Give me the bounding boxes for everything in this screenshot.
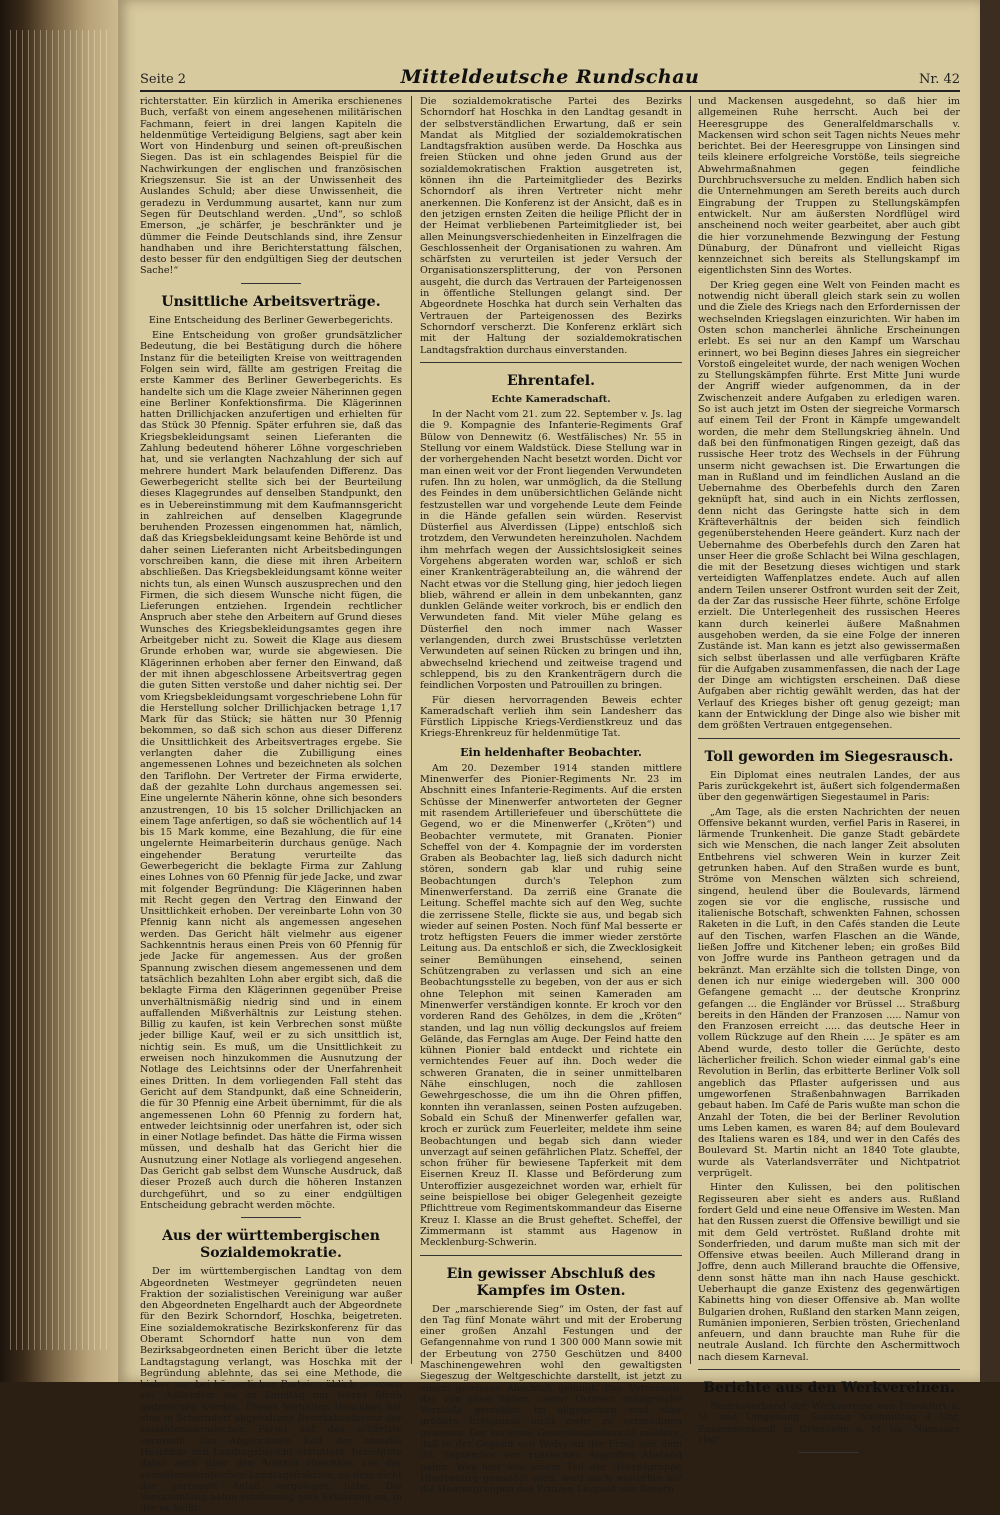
article-paragraph: Eine Entscheidung von großer grundsätzlicher Bedeutung, die bei Bestätigung durch die höhere Instanz für die beteiligten Kreise von weittragenden Folgen sein wird, fällte am gestrigen Freitag die erste Kammer des Berliner Gewerbegerichts. Es handelte sich um die Klage zweier Näherinnen gegen eine Berliner Konfektionsfirma. Die Klägerinnen hatten Drillichjacken anzufertigen und erhielten für das Stück 30 Pfennig. Später erfuhren sie, daß das Kriegsbekleidungsamt seinen Lieferanten die Zahlung bedeutend höherer Löhne vorgeschrieben hat, und sie verlangten Nachzahlung der sich auf mehrere hundert Mark belaufenden Differenz. Das Gewerbegericht stellte sich bei der Beurteilung dieses Klagegrundes auf denselben Standpunkt, den es in Uebereinstimmung mit dem Kaufmannsgericht in zahlreichen auf denselben Klagegrunde beruhenden Prozessen eingenommen hat, nämlich, daß das Kriegsbekleidungsamt keine Behörde ist und daher seinen Lieferanten nicht Arbeitsbedingungen vorschreiben kann, die diese mit ihren Arbeitern abschließen. Das Kriegsbekleidungsamt könne weiter nichts tun, als einen Wunsch auszusprechen und den Firmen, die sich diesem Wunsche nicht fügen, die Lieferungen entziehen. Irgendein rechtlicher Anspruch aber stehe den Arbeitern auf Grund dieses Wunsches des Kriegsbekleidungsamtes gegen ihre Arbeitgeber nicht zu. Soweit die Klage aus diesem Grunde erhoben war, wurde sie abgewiesen. Die Klägerinnen erhoben aber ferner den Einwand, daß der mit ihnen abgeschlossene Arbeitsvertrag gegen die guten Sitten verstoße und daher nichtig sei. Der vom Kriegsbekleidungsamt vorgeschriebene Lohn für die Herstellung solcher Drillichjacken betrage 1,17 Mark für das Stück; sie hätten nur 30 Pfennig bekommen, so daß sich schon aus dieser Differenz die Unsittlichkeit des Arbeitsvertrages ergebe. Sie verlangten daher die Zubilligung eines angemessenen Lohnes und bezeichneten als solchen den Tariflohn. Der Vertreter der Firma erwiderte, daß der gezahlte Lohn durchaus angemessen sei. Eine ungelernte Näherin könne, ohne sich besonders anzustrengen, 10 bis 15 solcher Drillichjacken an einem Tage anfertigen, so daß sie wöchentlich auf 14 bis 15 Mark komme, eine Bezahlung, die für eine ungelernte Heimarbeiterin durchaus genüge. Nach eingehender Beratung verurteilte das Gewerbegericht die beklagte Firma zur Zahlung eines Lohnes von 60 Pfennig für jede Jacke, und zwar mit folgender Begründung: Die Klägerinnen haben mit Recht gegen den Vertrag den Einwand der Unsittlichkeit erhoben. Der vereinbarte Lohn von 30 Pfennig kann nicht als angemessen angesehen werden. Das Gericht hält vielmehr aus eigener Sachkenntnis heraus einen Preis von 60 Pfennig für jede Jacke für angemessen. Aus der großen Spannung zwischen diesem angemessenen und dem tatsächlich bezahlten Lohn aber ergibt sich, daß die beklagte Firma den Klägerinnen gegenüber Preise unverhältnismäßig niedrig sind und in einem auffallenden Mißverhältnis zur Leistung stehen. Billig zu kaufen, ist kein Verbrechen sonst müßte jeder billige Kauf, weil er zu sich unsittlich ist, nichtig sein. Es muß, um die Unsittlichkeit zu erweisen noch hinzukommen die Ausnutzung der Notlage des Leichtsinns oder der Unerfahrenheit eines Dritten. In dem vorliegenden Fall steht das Gericht auf dem Standpunkt, daß eine Schneiderin, die für 30 Pfennig eine Arbeit übernimmt, für die als angemessenen Lohn 60 Pfennig zu fordern hat, entweder leichtsinnig oder unerfahren ist, oder sich in einer Notlage befindet. Das hätte die Firma wissen müssen, und deshalb hat das Gericht hier die Ausnutzung einer Notlage als vorliegend angesehen. Das Gericht gab selbst dem Wunsche Ausdruck, daß dieser Prozeß auch durch die höheren Instanzen durchgeführt, und so zu einer endgültigen Entscheidung gebracht werden möchte. [140,330,402,1211]
newspaper-page [118,0,980,1515]
separator [698,1369,960,1370]
separator [241,283,301,284]
article-paragraph: Für diesen hervorragenden Beweis echter Kameradschaft verlieh ihm sein Landesherr das Fürstlich Lippische Kriegs-Verdienstkreuz und das Kriegs-Ehrenkreuz für heldenmütige Tat. [420,694,682,740]
separator [698,738,960,739]
separator [799,1452,859,1453]
book-spine [0,0,118,1382]
headline-ehrentafel: Ehrentafel. [507,372,595,389]
column-1 [140,96,402,1515]
column-divider [411,96,412,1364]
article-paragraph: Am 20. Dezember 1914 standen mittlere Minenwerfer des Pionier-Regiments Nr. 23 im Abschnitt eines Infanterie-Regiments. Auf die ersten Schüsse der Minenwerfer antworteten der Gegner mit rasendem Artilleriefeuer und überschüttete die Gegend, wo er die Minenwerfer („Kröten“) und Beobachter vermutete, mit Granaten. Pionier Scheffel von der 4. Kompagnie der im vordersten Graben als Beobachter lag, ließ sich dadurch nicht stören, sondern gab klar und ruhig seine Beobachtungen durch's Telephon zum Minenwerferstand. Da zerriß eine Granate die Leitung. Scheffel machte sich auf den Weg, suchte die zerrissene Stelle, flickte sie aus, und begab sich wieder auf seinen Posten. Noch fünf Mal besserte er trotz heftigsten Feuers die immer wieder zerstörte Leitung aus. Da entschloß er sich, die Zwecklosigkeit seiner Bemühungen einsehend, seinen Schützengraben zu verlassen und sich an eine Beobachtungsstelle zu begeben, von der aus er sich ohne Telephon mit seinen Kameraden am Minenwerfer verständigen konnte. Er kroch vor den vorderen Rand des Gehölzes, in dem die „Kröten“ standen, und lag nun völlig deckungslos auf freiem Gelände, das Fernglas am Auge. Der Feind hatte den kühnen Pionier bald entdeckt und richtete ein vernichtendes Feuer auf ihn. Doch weder die schweren Granaten, die in seiner unmittelbaren Nähe einschlugen, noch die zahllosen Gewehrgeschosse, die um ihn die Ohren pfiffen, konnten ihn veranlassen, seinen Posten aufzugeben. Sobald ein Schuß der Minenwerfer gefallen war, kroch er zurück zum Feuerleiter, meldete ihm seine Beobachtungen und begab sich dann wieder unverzagt auf seinen gefährlichen Platz. Scheffel, der schon früher für bewiesene Tapferkeit mit dem Eisernen Kreuz II. Klasse und Beförderung zum Unteroffizier ausgezeichnet worden war, erhielt für seine beispiellose bei obiger Gelegenheit gezeigte Pflichttreue vom Regimentskommandeur das Eiserne Kreuz I. Klasse an die Brust geheftet. Scheffel, der Zimmermann ist stammt aus Hagenow in Mecklenburg-Schwerin. [420,762,682,1249]
column-2 [420,96,682,1496]
subheadline: Echte Kameradschaft. [491,393,611,405]
article-paragraph: Bezirksverband der Werkvereine von Frankfurt a. M. und Umgebung. Sonntag Nachmittag 4 Uhr, Zusammenkunft in Griesheim a. M. im „Nassauer Hof“. [698,1401,960,1446]
article-continuation: Die sozialdemokratische Partei des Bezirks Schorndorf hat Hoschka in den Landtag gesandt in der selbstverständlichen Erwartung, daß er sein Mandat als Mitglied der sozialdemokratischen Landtagsfraktion ausüben werde. Da Hoschka aus freien Stücken und ohne jeden Grund aus der sozialdemokratischen Fraktion ausgetreten ist, können ihn die Parteimitglieder des Bezirks Schorndorf als ihren Vertreter nicht mehr anerkennen. Die Konferenz ist der Ansicht, daß es in den jetzigen ernsten Zeiten die heilige Pflicht der in der Heimat verbliebenen Parteimitglieder ist, bei allen Meinungsverschiedenheiten in Einzelfragen die Geschlossenheit der Organisationen zu wahren. Am schärfsten zu verurteilen ist jeder Versuch der Organisationszersplitterung, der von Personen ausgeht, die durch das Vertrauen der Parteigenossen in öffentliche Stellungen gelangt sind. Der Abgeordnete Hoschka hat durch sein Verhalten das Vertrauen der Parteigenossen des Bezirks Schorndorf verscherzt. Die Konferenz erklärt sich mit der Haltung der sozialdemokratischen Landtagsfraktion durchaus einverstanden. [420,96,682,356]
article-paragraph: Der Krieg gegen eine Welt von Feinden macht es notwendig nicht überall gleich stark sein zu wollen und die Ziele des Kriegs nach den Erfordernissen der wechselnden Kriegslagen einzurichten. Wir haben im Osten schon mancherlei ähnliche Erscheinungen erlebt. Es sei nur an den Kampf um Warschau erinnert, wo bei Beginn dieses Jahres ein siegreicher Vorstoß eingeleitet wurde, der nach wenigen Wochen zu Stellungskämpfen führte. Erst Mitte Juni wurde der Angriff wieder aufgenommen, da in der Zwischenzeit andere Aufgaben zu erledigen waren. So ist auch jetzt im Osten der siegreiche Vormarsch auf einem Teil der Front in Kämpfe umgewandelt worden, die mehr dem Stellungskrieg ähneln. Und daß bei den fünfmonatigen Ringen gezeigt, daß das russische Heer trotz des Wechsels in der Führung unserm nicht gewachsen ist. Die Erwartungen die man in Rußland und im feindlichen Ausland an die Uebernahme des Oberbefehls durch den Zaren geknüpft hat, sind auch in ein Nichts zerflossen, denn nicht das Geringste hatte sich in dem Kräfteverhältnis der beiden sich feindlich gegenüberstehenden Heere geändert. Kurz nach der Uebernahme des Oberbefehls durch den Zaren hat unser Heer die große Schlacht bei Wilna geschlagen, die mit der Besetzung dieses wichtigen und stark verteidigten Waffenplatzes endete. Auch auf allen andern Teilen unserer Ostfront wurden seit der Zeit, da der Zar das russische Heer führte, schöne Erfolge erzielt. Die Unterlegenheit des russischen Heeres kann durch keinerlei äußere Maßnahmen ausgehoben werden, da sie eine Folge der inneren Zustände ist. Man kann es jetzt also gewissermaßen sich selbst überlassen und alle verfügbaren Kräfte für die Aufgaben zusammenfassen, die nach der Lage der Dinge am wichtigsten erscheinen. Daß diese Aufgaben aber richtig gewählt werden, das hat der Verlauf des Krieges bisher oft genug gezeigt; man kann der Entwicklung der Dinge also wie bisher mit dem größten Vertrauen entgegensehen. [698,279,960,732]
headline-abschluss-osten: Ein gewisser Abschluß des Kampfes im Osten. [446,1265,656,1299]
article-paragraph: Hinter den Kulissen, bei den politischen Regisseuren aber sieht es anders aus. Rußland fordert Geld und eine neue Offensive im Westen. Man hat den Russen zuerst die Offensive bewilligt und sie mit dem Geld vertröstet. Rußland drohte mit Sonderfrieden, und darum mußte man sich mit der Offensive etwas beeilen. Auch Millerand drang in Joffre, denn auch Millerand brauchte die Offensive, denn sonst hätte man ihn nach Hause geschickt. Ueberhaupt die ganze Existenz des gegenwärtigen Kabinetts hing von dieser Offensive ab. Man wollte Bulgarien drohen, Rußland den starken Mann zeigen, Rumänien imponieren, Serbien trösten, Griechenland anfeuern, und dann brauchte man Ruhe für die neutrale Ausland. Ich fürchte den Aschermittwoch nach diesem Karneval. [698,1182,960,1363]
scan-edge [980,0,1000,1382]
page-header [140,66,960,88]
headline-sozialdemokratie: Aus der württembergischen Sozialdemokratie. [162,1228,380,1262]
issue-number: Nr. 42 [919,72,960,87]
separator [241,1217,301,1218]
masthead: Mitteldeutsche Rundschau [400,66,700,88]
article-paragraph: Der „marschierende Sieg“ im Osten, der fast auf den Tag fünf Monate währt und mit der Eroberung einer großen Anzahl Festungen und der Gefangennahme von rund 1 300 000 Mann sowie mit der Erbeutung von 2750 Geschützen und 8400 Maschinengewehren wohl den gewaltigsten Siegeszug der Weltgeschichte darstellt, ist jetzt zu einem gewissen Abschluß gelangt. Das Vorrücken, das von allen Seiten unsrer Ostfront erfolgreiche Vorstöße gemeldet, im allgemeinen sind aber größere Ereignisse nicht mehr zu verzeichnen gewesen. Der vorletzte Generalstabsbericht meldete, daß in der Gegend von Widsy an der Front seit dem 30. September von russischen Angriffen Abstand nahm. Was hier von einem Teil der Heeresgruppe Hindenburg gemeldet wird, wird auch weiterhin auf die Heeresgruppen des Prinzen Leopold von Bayern [420,1303,682,1496]
article-paragraph: In der Nacht vom 21. zum 22. September v. Js. lag die 9. Kompagnie des Infanterie-Regiments Graf Bülow von Dennewitz (6. Westfälisches) Nr. 55 in Stellung vor einem Waldstück. Diese Stellung war in der vorhergehenden Nacht besetzt worden. Dicht vor man einen weit vor der Front liegenden Verwundeten rufen. Ihn zu holen, war unmöglich, da die Stellung des Feindes in dem unübersichtlichen Gelände nicht festzustellen war und vorgehende Leute dem Feinde in die Hände gefallen sein würden. Reservist Düsterfiel aus Alverdissen (Lippe) entschloß sich trotzdem, den Verwundeten hereinzuholen. Nachdem ihm mehrfach wegen der Aussichtslosigkeit seines Vorgehens abgeraten worden war, schloß er sich einer Krankenträgerabteilung an, die während der Nacht etwas vor die Stellung ging, hier jedoch liegen blieb, während er allein in dem unbekannten, ganz dunklen Gelände weiter vorkroch, bis er endlich den Verwundeten fand. Mit vieler Mühe gelang es Düsterfiel den noch immer nach Wasser verlangenden, durch zwei Brustschüsse verletzten Verwundeten auf seinen Rücken zu bringen und ihn, abwechselnd kriechend und zeitweise tragend und schleppend, bis zu den Krankenträgern durch die feindlichen Vorposten und Patrouillen zu bringen. [420,409,682,692]
subheadline: Eine Entscheidung des Berliner Gewerbegerichts. [148,314,394,326]
article-paragraph: „Am Tage, als die ersten Nachrichten der neuen Offensive bekannt wurden, verfiel Paris in Raserei, in lärmende Trunkenheit. Die ganze Stadt gebärdete sich wie Menschen, die nach langer Zeit absoluten Entbehrens viel schweren Wein in kurzer Zeit getrunken haben. Auf den Straßen wurde es bunt, Ströme von Menschen wälzten sich schreiend, singend, heulend über die Boulevards, lärmend zogen sie vor die englische, russische und italienische Botschaft, schwenkten Fahnen, schossen Raketen in die Luft, in den Cafés standen die Leute auf den Tischen, warfen Flaschen an die Wände, ließen Joffre und Kitchener leben; ein großes Bild von Joffre wurde ins Pantheon getragen und da bekränzt. Man erzählte sich die tollsten Dinge, von denen ich nur einige wiedergeben will. 300 000 Gefangene gemacht ... der deutsche Kronprinz gefangen ... die Engländer vor Brüssel ... Straßburg bereits in den Händen der Franzosen ..... Namur von den Franzosen erreicht ..... das deutsche Heer in vollem Rückzuge auf den Rhein .... Je später es am Abend wurde, desto toller die Gerüchte, desto lächerlicher freilich. Schon wieder einmal gab's eine Revolution in Berlin, das erbitterte Berliner Volk soll angeblich das Pflaster aufgerissen und aus umgeworfenen Straßenbahnwagen Barrikaden gebaut haben. Im Café de Paris wußte man schon die Anzahl der Toten, die bei der Berliner Revolution ums Leben kamen, es waren 84; auf dem Boulevard des Italiens waren es 184, und wer in den Cafés des Boulevard St. Martin nicht an 1840 Tote glaubte, wurde als Vaterlandsverräter und Nichtpatriot verprügelt. [698,806,960,1180]
page-edges [10,30,108,1350]
article-continuation: richterstatter. Ein kürzlich in Amerika erschienenes Buch, verfaßt von einem angesehenen militärischen Fachmann, feiert in drei langen Kapiteln die heldenmütige Verteidigung Belgiens, sagt aber kein Wort von Hindenburg und seinen oft-preußischen Siegen. Das ist ein schlagendes Beispiel für die Nachwirkungen der englischen und französischen Kriegszensur. Sie ist an der Unwissenheit des Auslandes Schuld; aber diese Unwissenheit, die geradezu in Verdummung ausartet, kann nur zum Segen für Deutschland werden. „Und“, so schloß Emerson, „je schärfer, je beschränkter und je dümmer die Feinde Deutschlands sind, ihre Zensur handhaben und ihre Berichterstattung fälschen, desto besser für den endgültigen Sieg der deutschen Sache!“ [140,96,402,277]
headline-beobachter: Ein heldenhafter Beobachter. [460,745,642,759]
column-3 [698,96,960,1446]
article-paragraph: Der im württembergischen Landtag von dem Abgeordneten Westmeyer gegründeten neuen Fraktion der sozialistischen Vereinigung war außer den Abgeordneten Engelhardt auch der Abgeordnete für den Bezirk Schorndorf, Hoschka, beigetreten. Eine sozialdemokratische Bezirkskonferenz für das Oberamt Schorndorf hatte nun von dem Bezirksabgeordneten einen Bericht über die letzte Landtagstagung verlangt, was Hoschka mit der Begründung ablehnte, das sei eine Methode, die bisher nur bei bürgerlichen Parteien üblich gewesen sei. Außerdem sei im Landtag nur leeres Stroh gedroschen worden. Dieses Verhalten Hoschkas hat eine in Schorndorf abgehaltene Bezirkskonferenz der sozialdemokratischen Partei auf das schärfste verurteilt. Der Abgeordnete Keil, der anstelle Hoschkas den Landtagsbericht erstattete, berichtete dabei auch über den Austritt Hoschkas aus der sozialdemokratischen Landtagsfraktion, zu dem nicht der geringste Anlaß vorgelegen habe. Die Versammlung nahm einstimmig eine Erklärung an, in der es heißt: [140,1266,402,1515]
separator [420,1255,682,1256]
article-continuation: und Mackensen ausgedehnt, so daß hier im allgemeinen Ruhe herrscht. Auch bei der Heeresgruppe des Generalfeldmarschalls v. Mackensen wird schon seit Tagen nichts Neues mehr berichtet. Bei der Heeresgruppe von Linsingen sind teils kleinere erfolgreiche Vorstöße, teils siegreiche Abwehrmaßnahmen gegen feindliche Durchbruchsversuche zu melden. Endlich haben sich die Unternehmungen am Sereth bereits auch durch Eingrabung der Truppen zu Stellungskämpfen entwickelt. Nur am äußersten Nordflügel wird anscheinend noch weiter gearbeitet, aber auch gibt die hier vorzunehmende Bezwingung der Festung Dünaburg, der Dünafront und vielleicht Rigas kennzeichnet sich bereits als Stellungskampf im eigentlichsten Sinn des Wortes. [698,96,960,277]
article-paragraph: Ein Diplomat eines neutralen Landes, der aus Paris zurückgekehrt ist, äußert sich folgendermaßen über den gegenwärtigen Siegestaumel in Paris: [698,769,960,804]
column-divider [690,96,691,1364]
separator [420,362,682,363]
header-rule [140,90,960,92]
page-number: Seite 2 [140,72,187,87]
headline-werkvereine: Berichte aus den Werkvereinen. [703,1380,955,1397]
headline-siegesrausch: Toll geworden im Siegesrausch. [704,748,954,765]
headline-arbeitsvertraege: Unsittliche Arbeitsverträge. [161,293,381,310]
